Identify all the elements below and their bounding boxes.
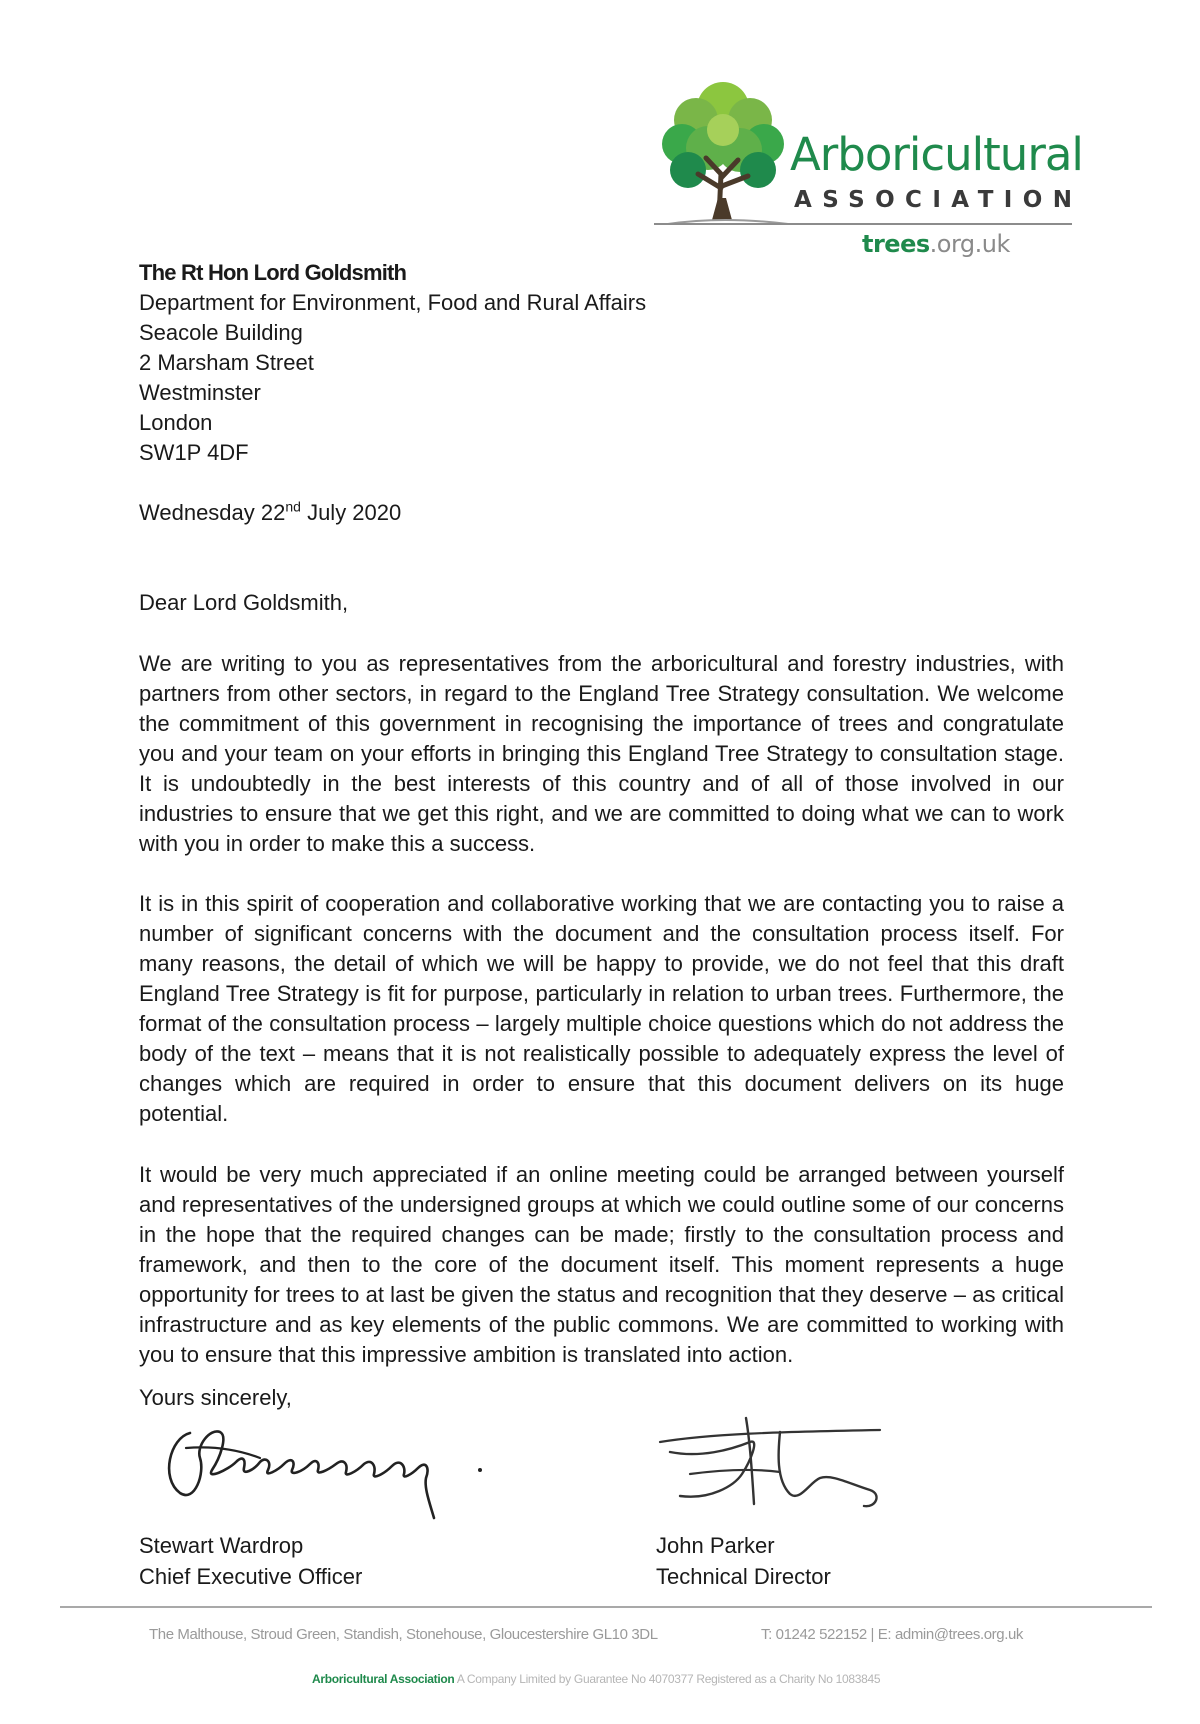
signatory-1 [139,1530,362,1592]
footer-company-line [312,1672,1012,1686]
recipient-line: SW1P 4DF [139,440,249,465]
footer-divider [60,1606,1152,1608]
body-paragraph-1: We are writing to you as representatives from the arboricultural and forestry industries, with partners from other sectors, in regard to the England Tree Strategy consultation. We welcome the commitment of this government in recognising the importance of trees and congratulate you and your team on your efforts in bringing this England Tree Strategy to consultation stage. It is undoubtedly in the best interests of this country and of all of those involved in our industries to ensure that we get this right, and we are committed to doing what we can to work with you in order to make this a success. [139,651,1064,856]
recipient-line: 2 Marsham Street [139,350,314,375]
signature-stewart-wardrop [150,1418,490,1528]
footer-address: The Malthouse, Stroud Green, Standish, Stonehouse, Gloucestershire GL10 3DL [149,1626,658,1643]
signatory-title: Technical Director [656,1564,831,1589]
logo-divider [654,223,1072,225]
date-suffix: nd [285,498,301,515]
recipient-name: The Rt Hon Lord Goldsmith [139,260,407,285]
recipient-line: Westminster [139,380,261,405]
footer-company-name: Arboricultural Association [312,1672,455,1686]
closing: Yours sincerely, [139,1385,292,1410]
recipient-line: London [139,410,213,435]
recipient-line: Seacole Building [139,320,303,345]
logo-url[interactable] [862,230,1010,258]
oak-tree-icon [648,78,798,228]
salutation: Dear Lord Goldsmith, [139,590,349,615]
logo-tagline: ASSOCIATION [794,187,1083,213]
logo-url-part1: trees [862,230,930,258]
signature-john-parker [650,1412,900,1522]
date-weekday: Wednesday 22 [139,500,286,525]
recipient-line: Department for Environment, Food and Rural Affairs [139,290,647,315]
signatory-name: Stewart Wardrop [139,1533,304,1558]
body-paragraph-3: It would be very much appreciated if an online meeting could be arranged between yourself and representatives of the undersigned groups at which we could outline some of our concerns in the hope that the required changes can be made; firstly to the consultation process and framework, and then to the core of the document itself. This moment represents a huge opportunity for trees to at last be given the status and recognition that they deserve – as critical infrastructure and as key elements of the public commons. We are committed to working with you to ensure that this impressive ambition is translated into action. [139,1162,1064,1367]
signatory-2 [656,1530,831,1592]
date-rest: July 2020 [300,500,402,525]
signatory-title: Chief Executive Officer [139,1564,363,1589]
recipient-address [139,258,1064,468]
logo-wordmark: Arboricultural [790,128,1083,181]
letter-date [139,498,1064,528]
logo-url-part2: .org.uk [929,230,1010,258]
signatory-name: John Parker [656,1533,775,1558]
footer-company-info: A Company Limited by Guarantee No 4070377 Registered as a Charity No 1083845 [454,1672,881,1686]
footer-address-line [149,1626,1149,1643]
footer-contact[interactable]: T: 01242 522152 | E: admin@trees.org.uk [761,1626,1024,1643]
body-paragraph-2: It is in this spirit of cooperation and collaborative working that we are contacting you to raise a number of significant concerns with the document and the consultation process itself. For many reasons, the detail of which we will be happy to provide, we do not feel that this draft England Tree Strategy is fit for purpose, particularly in relation to urban trees. Furthermore, the format of the consultation process – largely multiple choice questions which do not address the body of the text – means that it is not realistically possible to adequately express the level of changes which are required in order to ensure that this document delivers on its huge potential. [139,891,1064,1126]
arboricultural-association-logo [648,78,1083,264]
